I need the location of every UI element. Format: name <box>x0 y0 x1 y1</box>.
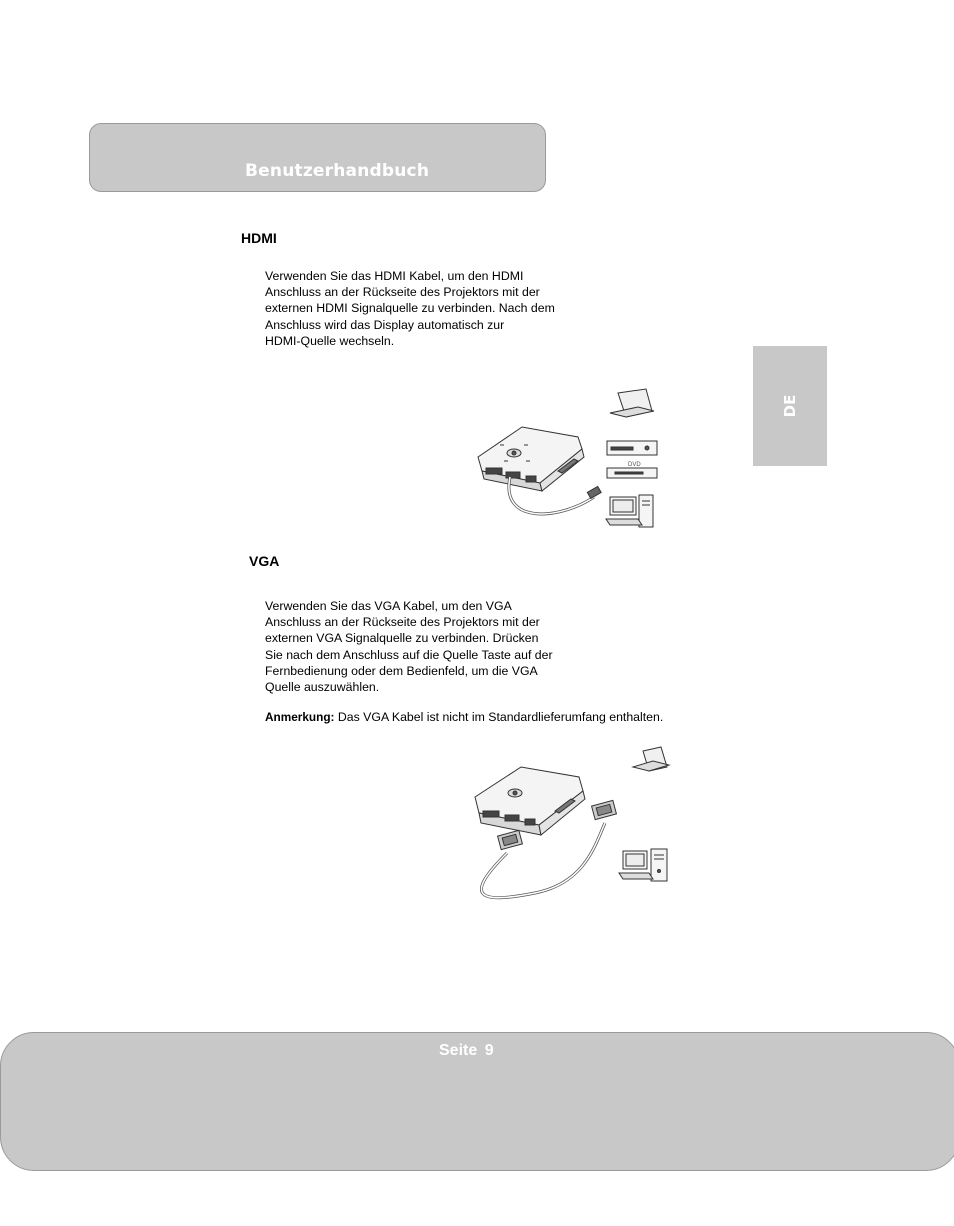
vga-line: Fernbedienung oder dem Bedienfeld, um die VGA <box>265 663 538 678</box>
hdmi-line: HDMI-Quelle wechseln. <box>265 333 395 348</box>
language-tab <box>753 346 827 466</box>
hdmi-line: Verwenden Sie das HDMI Kabel, um den HDMI <box>265 269 524 283</box>
vga-paragraph <box>265 598 595 695</box>
vga-line: Anschluss an der Rückseite des Projektors mit der <box>265 615 540 630</box>
vga-line: Quelle auszuwählen. <box>265 680 380 695</box>
vga-line: Sie nach dem Anschluss auf die Quelle Taste auf der <box>265 647 553 662</box>
hdmi-line: Anschluss wird das Display automatisch zur <box>265 317 505 332</box>
hdmi-line: externen HDMI Signalquelle zu verbinden. Nach dem <box>265 301 555 316</box>
hdmi-line: Anschluss an der Rückseite des Projektors mit der <box>265 285 540 300</box>
header-banner <box>89 123 546 192</box>
projector-icon <box>478 427 584 491</box>
dvd-player-icon <box>607 462 657 478</box>
dvd-label: DVD <box>628 462 641 468</box>
projector-icon <box>475 767 585 835</box>
hdmi-connection-illustration <box>470 385 670 535</box>
vga-line: Verwenden Sie das VGA Kabel, um den VGA <box>265 599 512 613</box>
note-text: Das VGA Kabel ist nicht im Standardlieferumfang enthalten. <box>334 710 664 724</box>
manual-title: Benutzerhandbuch <box>245 161 430 181</box>
page-number: Seite 9 <box>439 1042 494 1059</box>
hdmi-paragraph <box>265 268 595 349</box>
desktop-computer-icon <box>606 495 653 527</box>
note-label: Anmerkung: <box>265 710 335 724</box>
laptop-icon <box>633 747 669 771</box>
hdmi-heading: HDMI <box>241 230 277 246</box>
desktop-computer-icon <box>619 849 667 881</box>
laptop-icon <box>610 389 654 417</box>
vga-connection-illustration <box>465 745 675 905</box>
vga-plug-left <box>498 830 523 849</box>
language-tab-label: DE <box>781 394 799 418</box>
hdmi-plug <box>587 486 601 498</box>
vga-heading: VGA <box>249 553 280 569</box>
vga-line: externen VGA Signalquelle zu verbinden. Drücken <box>265 631 539 646</box>
receiver-icon <box>607 441 657 455</box>
vga-note <box>265 710 663 724</box>
vga-plug-right <box>592 800 617 819</box>
